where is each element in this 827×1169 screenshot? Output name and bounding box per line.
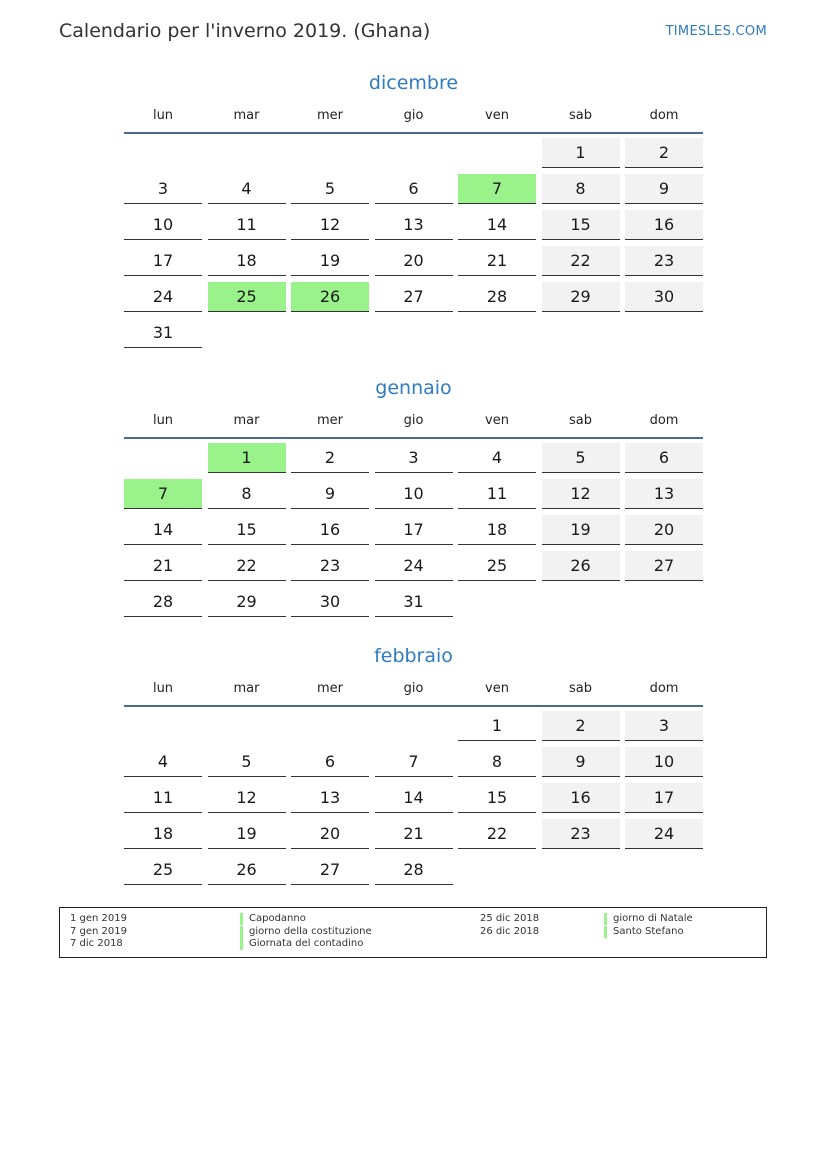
legend-date: 25 dic 2018	[480, 913, 540, 924]
legend-date: 7 dic 2018	[70, 938, 123, 949]
day-cell: 11	[458, 479, 536, 509]
day-cell: 9	[291, 479, 369, 509]
day-cell: 16	[291, 515, 369, 545]
weekday-label: mar	[233, 681, 260, 696]
day-cell: 5	[542, 443, 620, 473]
day-cell: 27	[375, 282, 453, 312]
day-cell: 14	[458, 210, 536, 240]
day-cell: 20	[625, 515, 703, 545]
day-grid	[124, 711, 703, 891]
day-cell: 24	[124, 282, 202, 312]
holiday-day-cell: 1	[208, 443, 286, 473]
weekday-label: mer	[316, 413, 343, 428]
day-cell: 19	[208, 819, 286, 849]
day-cell: 8	[542, 174, 620, 204]
day-cell: 10	[375, 479, 453, 509]
weekday-label: gio	[403, 413, 424, 428]
day-cell: 4	[124, 747, 202, 777]
day-cell: 15	[542, 210, 620, 240]
day-cell: 23	[625, 246, 703, 276]
day-grid	[124, 443, 703, 623]
day-cell: 18	[124, 819, 202, 849]
weekday-label: sab	[569, 413, 592, 428]
brand-link[interactable]: TIMESLES.COM	[665, 24, 767, 39]
day-cell: 2	[291, 443, 369, 473]
day-cell: 20	[375, 246, 453, 276]
day-cell: 13	[625, 479, 703, 509]
day-cell: 5	[208, 747, 286, 777]
day-cell: 29	[542, 282, 620, 312]
day-cell: 29	[208, 587, 286, 617]
day-cell: 2	[542, 711, 620, 741]
day-cell: 27	[625, 551, 703, 581]
holiday-day-cell: 7	[458, 174, 536, 204]
legend-date: 1 gen 2019	[70, 913, 128, 924]
day-cell: 28	[375, 855, 453, 885]
day-cell: 18	[458, 515, 536, 545]
page-title: Calendario per l'inverno 2019. (Ghana)	[59, 20, 431, 42]
day-cell: 12	[291, 210, 369, 240]
day-cell: 3	[375, 443, 453, 473]
weekday-label: gio	[403, 108, 424, 123]
legend-holiday-name: giorno di Natale	[604, 913, 693, 925]
day-cell: 7	[375, 747, 453, 777]
day-cell: 21	[124, 551, 202, 581]
day-cell: 3	[124, 174, 202, 204]
day-cell: 31	[375, 587, 453, 617]
weekday-label: gio	[403, 681, 424, 696]
day-cell: 22	[542, 246, 620, 276]
holiday-legend	[59, 907, 767, 958]
legend-date: 26 dic 2018	[480, 926, 540, 937]
legend-holiday-name: Capodanno	[240, 913, 306, 925]
day-cell: 21	[458, 246, 536, 276]
day-cell: 6	[375, 174, 453, 204]
day-cell: 12	[542, 479, 620, 509]
month-february	[124, 643, 703, 891]
day-cell: 16	[542, 783, 620, 813]
day-cell: 26	[542, 551, 620, 581]
weekday-label: mer	[316, 681, 343, 696]
day-cell: 10	[625, 747, 703, 777]
weekday-label: dom	[649, 108, 679, 123]
day-cell: 26	[208, 855, 286, 885]
day-cell: 27	[291, 855, 369, 885]
day-cell: 2	[625, 138, 703, 168]
day-cell: 4	[208, 174, 286, 204]
weekday-label: sab	[569, 681, 592, 696]
day-cell: 1	[458, 711, 536, 741]
day-cell: 14	[375, 783, 453, 813]
day-cell: 25	[124, 855, 202, 885]
day-grid	[124, 138, 703, 354]
day-cell: 28	[458, 282, 536, 312]
holiday-day-cell: 26	[291, 282, 369, 312]
day-cell: 19	[291, 246, 369, 276]
day-cell: 9	[542, 747, 620, 777]
day-cell: 13	[375, 210, 453, 240]
weekday-header	[124, 106, 703, 134]
day-cell: 9	[625, 174, 703, 204]
day-cell: 4	[458, 443, 536, 473]
day-cell: 8	[458, 747, 536, 777]
day-cell: 25	[458, 551, 536, 581]
legend-holiday-name: Giornata del contadino	[240, 938, 363, 950]
day-cell: 21	[375, 819, 453, 849]
month-january	[124, 375, 703, 623]
day-cell: 15	[208, 515, 286, 545]
day-cell: 24	[375, 551, 453, 581]
day-cell: 17	[625, 783, 703, 813]
day-cell: 10	[124, 210, 202, 240]
weekday-label: dom	[649, 413, 679, 428]
legend-holiday-name: giorno della costituzione	[240, 926, 372, 938]
day-cell: 6	[291, 747, 369, 777]
legend-date: 7 gen 2019	[70, 926, 128, 937]
day-cell: 19	[542, 515, 620, 545]
day-cell: 28	[124, 587, 202, 617]
weekday-label: mar	[233, 108, 260, 123]
day-cell: 22	[458, 819, 536, 849]
month-title: dicembre	[368, 72, 459, 94]
weekday-label: lun	[152, 413, 174, 428]
weekday-header	[124, 411, 703, 439]
weekday-header	[124, 679, 703, 707]
holiday-day-cell: 25	[208, 282, 286, 312]
day-cell: 23	[291, 551, 369, 581]
day-cell: 22	[208, 551, 286, 581]
day-cell: 17	[124, 246, 202, 276]
day-cell: 30	[625, 282, 703, 312]
day-cell: 11	[208, 210, 286, 240]
weekday-label: mar	[233, 413, 260, 428]
day-cell: 6	[625, 443, 703, 473]
day-cell: 13	[291, 783, 369, 813]
day-cell: 8	[208, 479, 286, 509]
day-cell: 1	[542, 138, 620, 168]
weekday-label: sab	[569, 108, 592, 123]
weekday-label: ven	[485, 108, 509, 123]
weekday-label: dom	[649, 681, 679, 696]
month-title: febbraio	[374, 645, 453, 667]
day-cell: 17	[375, 515, 453, 545]
day-cell: 15	[458, 783, 536, 813]
day-cell: 24	[625, 819, 703, 849]
day-cell: 12	[208, 783, 286, 813]
day-cell: 5	[291, 174, 369, 204]
day-cell: 16	[625, 210, 703, 240]
weekday-label: lun	[152, 681, 174, 696]
day-cell: 31	[124, 318, 202, 348]
month-december	[124, 70, 703, 354]
month-title: gennaio	[375, 377, 452, 399]
weekday-label: lun	[152, 108, 174, 123]
day-cell: 3	[625, 711, 703, 741]
day-cell: 18	[208, 246, 286, 276]
holiday-day-cell: 7	[124, 479, 202, 509]
day-cell: 14	[124, 515, 202, 545]
day-cell: 30	[291, 587, 369, 617]
day-cell: 23	[542, 819, 620, 849]
day-cell: 20	[291, 819, 369, 849]
weekday-label: mer	[316, 108, 343, 123]
weekday-label: ven	[485, 681, 509, 696]
weekday-label: ven	[485, 413, 509, 428]
day-cell: 11	[124, 783, 202, 813]
legend-holiday-name: Santo Stefano	[604, 926, 684, 938]
